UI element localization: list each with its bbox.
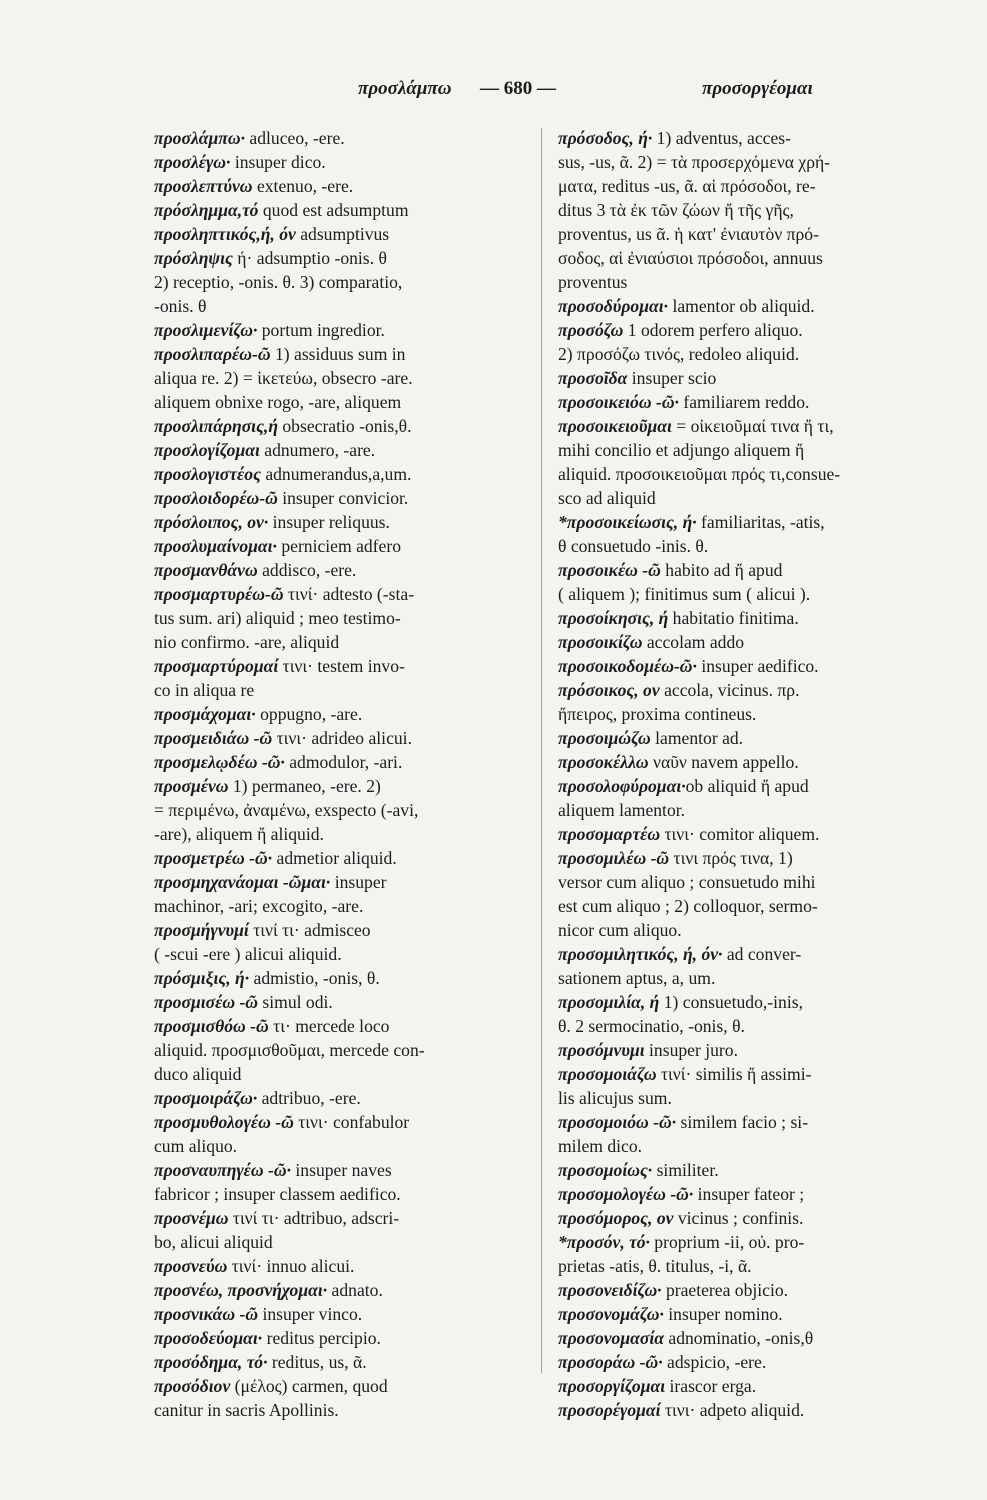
definition-text: insuper dico. <box>230 152 326 172</box>
definition-text: adnumerandus,a,um. <box>260 464 412 484</box>
definition-text: θ consuetudo -inis. θ. <box>558 536 709 556</box>
dictionary-line <box>154 606 526 630</box>
definition-text: adnominatio, -onis,θ <box>663 1328 814 1348</box>
dictionary-line <box>154 174 526 198</box>
headword: προσλάμπω· <box>154 128 246 148</box>
definition-text: addisco, -ere. <box>257 560 357 580</box>
headword: προσόδιον <box>154 1376 231 1396</box>
dictionary-line <box>558 1038 930 1062</box>
dictionary-line <box>558 1134 930 1158</box>
definition-text: portum ingredior. <box>257 320 385 340</box>
headword: προσμάχομαι· <box>154 704 256 724</box>
definition-text: insuper <box>330 872 387 892</box>
definition-text: adluceo, -ere. <box>245 128 345 148</box>
dictionary-line <box>154 822 526 846</box>
definition-text: adnumero, -are. <box>259 440 376 460</box>
definition-text: = οἰκειοῦμαί τινα ἤ τι, <box>671 416 834 436</box>
definition-text: τινι· comitor aliquem. <box>660 824 820 844</box>
definition-text: lis alicujus sum. <box>558 1088 672 1108</box>
headword: προσοίκησις, ή <box>558 608 669 628</box>
headword: πρόσλοιπος, ον· <box>154 512 269 532</box>
headword: προσλοιδορέω-ῶ <box>154 488 278 508</box>
dictionary-line <box>154 1302 526 1326</box>
dictionary-line <box>154 726 526 750</box>
column-divider <box>541 128 542 1373</box>
headword: προσοδεύομαι· <box>154 1328 263 1348</box>
definition-text: τινι· adrideo alicui. <box>272 728 412 748</box>
dictionary-line <box>558 294 930 318</box>
dictionary-line <box>154 942 526 966</box>
headword: προσμαρτυρέω-ῶ <box>154 584 284 604</box>
dictionary-line <box>154 1374 526 1398</box>
definition-text: aliqua re. 2) = ἱκετεύω, obsecro -are. <box>154 368 413 388</box>
definition-text: sus, -us, ᾶ. 2) = τὰ προσερχόμενα χρή- <box>558 152 831 172</box>
definition-text: nicor cum aliquo. <box>558 920 682 940</box>
headword: προσληπτικός,ή, όν <box>154 224 296 244</box>
definition-text: -are), aliquem ἤ aliquid. <box>154 824 324 844</box>
definition-text: 1) consuetudo,-inis, <box>659 992 803 1012</box>
dictionary-line <box>558 702 930 726</box>
headword: πρόσοδος, ή· <box>558 128 653 148</box>
dictionary-line <box>154 414 526 438</box>
headword: προσομαρτέω <box>558 824 661 844</box>
headword: προσνεύω <box>154 1256 228 1276</box>
dictionary-line <box>558 486 930 510</box>
dictionary-line <box>154 438 526 462</box>
definition-text: perniciem adfero <box>276 536 402 556</box>
definition-text: 1 odorem perfero aliquo. <box>623 320 803 340</box>
definition-text: bo, alicui aliquid <box>154 1232 273 1252</box>
definition-text: θ. 2 sermocinatio, -onis, θ. <box>558 1016 745 1036</box>
definition-text: τινι· adpeto aliquid. <box>660 1400 805 1420</box>
dictionary-line <box>558 270 930 294</box>
headword: προσλιμενίζω· <box>154 320 258 340</box>
dictionary-line <box>154 990 526 1014</box>
definition-text: fabricor ; insuper classem aedifico. <box>154 1184 401 1204</box>
headword: προσομιλητικός, ή, όν· <box>558 944 723 964</box>
definition-text: admodulor, -ari. <box>284 752 403 772</box>
dictionary-line <box>154 294 526 318</box>
dictionary-line <box>558 558 930 582</box>
dictionary-line <box>558 606 930 630</box>
definition-text: insuper fateor ; <box>693 1184 805 1204</box>
headword: προσμαρτύρομαί <box>154 656 279 676</box>
dictionary-line <box>558 774 930 798</box>
dictionary-line <box>154 486 526 510</box>
definition-text: similem facio ; si- <box>676 1112 809 1132</box>
definition-text: co in aliqua re <box>154 680 255 700</box>
dictionary-line <box>154 534 526 558</box>
dictionary-line <box>154 1014 526 1038</box>
headword: προσμήγνυμί <box>154 920 249 940</box>
definition-text: τινι· confabulor <box>293 1112 410 1132</box>
dictionary-line <box>154 1038 526 1062</box>
definition-text: lamentor ad. <box>650 728 744 748</box>
headword: προσοκέλλω <box>558 752 649 772</box>
dictionary-line <box>558 990 930 1014</box>
dictionary-line <box>154 798 526 822</box>
left-column <box>154 126 526 1422</box>
dictionary-line <box>558 366 930 390</box>
dictionary-line <box>154 318 526 342</box>
definition-text: aliquid. προσοικειοῦμαι πρός τι,consue- <box>558 464 841 484</box>
headword: προσοιμώζω <box>558 728 651 748</box>
headword: προσλέγω· <box>154 152 231 172</box>
definition-text: τινί· similis ἤ assimi- <box>656 1064 812 1084</box>
headword: προσονειδίζω· <box>558 1280 662 1300</box>
headword: προσλογιστέος <box>154 464 261 484</box>
definition-text: irascor erga. <box>665 1376 757 1396</box>
header-left-word: προσλάμπω <box>358 78 452 99</box>
headword: προσνέω, προσνήχομαι· <box>154 1280 328 1300</box>
dictionary-line <box>154 1134 526 1158</box>
definition-text: ναῦν navem appello. <box>648 752 799 772</box>
dictionary-line <box>558 222 930 246</box>
dictionary-line <box>558 918 930 942</box>
dictionary-line <box>154 846 526 870</box>
definition-text: familiarem reddo. <box>678 392 810 412</box>
definition-text: sco ad aliquid <box>558 488 656 508</box>
definition-text: versor cum aliquo ; consuetudo mihi <box>558 872 816 892</box>
headword: προσόζω <box>558 320 624 340</box>
dictionary-line <box>154 1350 526 1374</box>
dictionary-line <box>154 246 526 270</box>
headword: προσοῖδα <box>558 368 628 388</box>
dictionary-line <box>154 1278 526 1302</box>
definition-text: τινι· testem invo- <box>278 656 405 676</box>
headword: προσονομάζω· <box>558 1304 664 1324</box>
definition-text: adnato. <box>327 1280 383 1300</box>
dictionary-line <box>154 462 526 486</box>
definition-text: 2) receptio, -onis. θ. 3) comparatio, <box>154 272 403 292</box>
headword: πρόσμιξις, ή· <box>154 968 250 988</box>
definition-text: proventus <box>558 272 628 292</box>
headword: προσλογίζομαι <box>154 440 260 460</box>
dictionary-line <box>558 678 930 702</box>
headword: προσομοιόω -ῶ· <box>558 1112 677 1132</box>
dictionary-line <box>154 1254 526 1278</box>
dictionary-line <box>558 942 930 966</box>
definition-text: mihi concilio et adjungo aliquem ἤ <box>558 440 805 460</box>
dictionary-line <box>154 1182 526 1206</box>
headword: προσναυπηγέω -ῶ· <box>154 1160 292 1180</box>
definition-text: aliquem obnixe rogo, -are, aliquem <box>154 392 402 412</box>
dictionary-line <box>558 1278 930 1302</box>
dictionary-line <box>154 270 526 294</box>
definition-text: 2) προσόζω τινός, redoleo aliquid. <box>558 344 800 364</box>
headword: προσνέμω <box>154 1208 229 1228</box>
headword: προσόμορος, ον <box>558 1208 674 1228</box>
headword: προσοικειοῦμαι <box>558 416 672 436</box>
dictionary-line <box>558 390 930 414</box>
headword: πρόσλημμα,τό <box>154 200 259 220</box>
definition-text: habito ad ἤ apud <box>660 560 783 580</box>
dictionary-line <box>154 1158 526 1182</box>
definition-text: obsecratio -onis,θ. <box>277 416 412 436</box>
dictionary-line <box>558 1014 930 1038</box>
definition-text: τινί· innuo alicui. <box>227 1256 355 1276</box>
definition-text: insuper juro. <box>644 1040 738 1060</box>
headword: πρόσληψις <box>154 248 233 268</box>
definition-text: ( aliquem ); finitimus sum ( alicui ). <box>558 584 811 604</box>
headword: προσόμνυμι <box>558 1040 645 1060</box>
definition-text: accolam addo <box>642 632 745 652</box>
dictionary-line <box>558 966 930 990</box>
definition-text: = περιμένω, ἀναμένω, exspecto (-avi, <box>154 800 419 820</box>
definition-text: admistio, -onis, θ. <box>249 968 380 988</box>
headword: προσοικοδομέω-ῶ· <box>558 656 697 676</box>
dictionary-line <box>558 1326 930 1350</box>
headword: προσνικάω -ῶ <box>154 1304 259 1324</box>
header-right-word: προσοργέομαι <box>702 78 813 99</box>
headword: προσμειδιάω -ῶ <box>154 728 273 748</box>
definition-text: adsumptivus <box>295 224 390 244</box>
dictionary-line <box>558 1110 930 1134</box>
dictionary-line <box>154 390 526 414</box>
dictionary-line <box>154 894 526 918</box>
dictionary-line <box>154 150 526 174</box>
definition-text: adtribuo, -ere. <box>257 1088 361 1108</box>
dictionary-line <box>558 750 930 774</box>
dictionary-line <box>558 1374 930 1398</box>
dictionary-line <box>558 822 930 846</box>
definition-text: duco aliquid <box>154 1064 242 1084</box>
definition-text: τινί τι· adtribuo, adscri- <box>228 1208 400 1228</box>
definition-text: insuper aedifico. <box>696 656 819 676</box>
dictionary-line <box>558 342 930 366</box>
definition-text: 1) assiduus sum in <box>270 344 406 364</box>
definition-text: simul odi. <box>258 992 333 1012</box>
definition-text: insuper naves <box>291 1160 392 1180</box>
headword: προσομολογέω -ῶ· <box>558 1184 694 1204</box>
dictionary-line <box>154 870 526 894</box>
headword: προσμελῳδέω -ῶ· <box>154 752 285 772</box>
definition-text: -onis. θ <box>154 296 207 316</box>
definition-text: (μέλος) carmen, quod <box>230 1376 388 1396</box>
definition-text: insuper scio <box>627 368 717 388</box>
dictionary-line <box>154 750 526 774</box>
dictionary-line <box>558 534 930 558</box>
dictionary-line <box>154 678 526 702</box>
dictionary-line <box>558 1254 930 1278</box>
dictionary-line <box>154 342 526 366</box>
dictionary-line <box>558 726 930 750</box>
definition-text: accola, vicinus. πρ. <box>659 680 800 700</box>
dictionary-line <box>154 966 526 990</box>
dictionary-line <box>558 1062 930 1086</box>
definition-text: vicinus ; confinis. <box>673 1208 804 1228</box>
definition-text: quod est adsumptum <box>258 200 409 220</box>
definition-text: nio confirmo. -are, aliquid <box>154 632 340 652</box>
definition-text: τινι πρός τινα, 1) <box>669 848 793 868</box>
definition-text: adspicio, -ere. <box>662 1352 767 1372</box>
dictionary-line <box>154 126 526 150</box>
dictionary-line <box>558 438 930 462</box>
dictionary-line <box>558 798 930 822</box>
dictionary-line <box>154 222 526 246</box>
headword: *προσόν, τό· <box>558 1232 650 1252</box>
definition-text: habitatio finitima. <box>668 608 799 628</box>
definition-text: tus sum. ari) aliquid ; meo testimo- <box>154 608 401 628</box>
headword: προσμισθόω -ῶ <box>154 1016 269 1036</box>
dictionary-line <box>154 1230 526 1254</box>
dictionary-line <box>558 462 930 486</box>
definition-text: ή· adsumptio -onis. θ <box>232 248 387 268</box>
headword: προσοργίζομαι <box>558 1376 666 1396</box>
running-header <box>0 68 987 108</box>
dictionary-line <box>558 414 930 438</box>
dictionary-line <box>154 198 526 222</box>
definition-text: proprium -ii, οὐ. pro- <box>649 1232 805 1252</box>
dictionary-line <box>558 654 930 678</box>
headword: προσμένω <box>154 776 229 796</box>
definition-text: insuper nomino. <box>663 1304 783 1324</box>
definition-text: aliquem lamentor. <box>558 800 686 820</box>
dictionary-line <box>154 1398 526 1422</box>
definition-text: 1) permaneo, -ere. 2) <box>228 776 381 796</box>
definition-text: reditus, us, ᾶ. <box>267 1352 367 1372</box>
dictionary-line <box>154 366 526 390</box>
right-column <box>558 126 930 1422</box>
dictionary-line <box>154 582 526 606</box>
definition-text: proventus, us ᾶ. ἡ κατ' ἐνιαυτὸν πρό- <box>558 224 819 244</box>
definition-text: milem dico. <box>558 1136 643 1156</box>
dictionary-line <box>154 1326 526 1350</box>
headword: προσοικειόω -ῶ· <box>558 392 679 412</box>
definition-text: est cum aliquo ; 2) colloquor, sermo- <box>558 896 818 916</box>
headword: προσομοίως· <box>558 1160 653 1180</box>
headword: προσλιπάρησις,ή <box>154 416 278 436</box>
dictionary-line <box>154 1086 526 1110</box>
definition-text: reditus percipio. <box>262 1328 381 1348</box>
headword: προσορέγομαί <box>558 1400 661 1420</box>
headword: προσλυμαίνομαι· <box>154 536 277 556</box>
definition-text: prietas -atis, θ. titulus, -i, ᾶ. <box>558 1256 752 1276</box>
definition-text: sationem aptus, a, um. <box>558 968 716 988</box>
page-number: — 680 — <box>480 78 556 99</box>
definition-text: τινί· adtesto (-sta- <box>283 584 415 604</box>
dictionary-line <box>154 1062 526 1086</box>
definition-text: insuper reliquus. <box>268 512 390 532</box>
definition-text: canitur in sacris Apollinis. <box>154 1400 339 1420</box>
definition-text: 1) adventus, acces- <box>652 128 791 148</box>
definition-text: aliquid. προσμισθοῦμαι, mercede con- <box>154 1040 425 1060</box>
headword: προσομιλία, ή <box>558 992 660 1012</box>
headword: προσομιλέω -ῶ <box>558 848 670 868</box>
headword: προσμετρέω -ῶ· <box>154 848 273 868</box>
definition-text: ditus 3 τὰ ἐκ τῶν ζώων ἤ τῆς γῆς, <box>558 200 794 220</box>
dictionary-line <box>558 1206 930 1230</box>
dictionary-line <box>154 1110 526 1134</box>
dictionary-line <box>558 174 930 198</box>
headword: προσμοιράζω· <box>154 1088 258 1108</box>
dictionary-line <box>558 1350 930 1374</box>
definition-text: ob aliquid ἤ apud <box>685 776 809 796</box>
headword: προσμισέω -ῶ <box>154 992 259 1012</box>
headword: προσοδύρομαι· <box>558 296 669 316</box>
headword: προσόδημα, τό· <box>154 1352 268 1372</box>
dictionary-line <box>558 198 930 222</box>
definition-text: admetior aliquid. <box>272 848 397 868</box>
definition-text: extenuo, -ere. <box>252 176 354 196</box>
headword: προσοικίζω <box>558 632 643 652</box>
definition-text: ad conver- <box>722 944 802 964</box>
definition-text: machinor, -ari; excogito, -are. <box>154 896 364 916</box>
headword: προσοράω -ῶ· <box>558 1352 663 1372</box>
dictionary-line <box>558 150 930 174</box>
dictionary-line <box>558 126 930 150</box>
dictionary-line <box>558 246 930 270</box>
dictionary-line <box>558 1230 930 1254</box>
dictionary-line <box>558 510 930 534</box>
dictionary-line <box>558 318 930 342</box>
dictionary-line <box>154 774 526 798</box>
dictionary-line <box>154 918 526 942</box>
dictionary-line <box>558 1086 930 1110</box>
definition-text: cum aliquo. <box>154 1136 238 1156</box>
dictionary-line <box>558 1182 930 1206</box>
dictionary-line <box>558 582 930 606</box>
dictionary-line <box>154 654 526 678</box>
definition-text: insuper convicior. <box>277 488 409 508</box>
dictionary-line <box>558 846 930 870</box>
definition-text: ἤπειρος, proxima contineus. <box>558 704 757 724</box>
dictionary-line <box>558 1398 930 1422</box>
definition-text: σοδος, αἱ ἐνιαύσιοι πρόσοδοι, annuus <box>558 248 823 268</box>
dictionary-line <box>154 510 526 534</box>
dictionary-line <box>558 1302 930 1326</box>
definition-text: τινί τι· admisceo <box>248 920 371 940</box>
headword: προσλεπτύνω <box>154 176 253 196</box>
headword: προσοικέω -ῶ <box>558 560 661 580</box>
dictionary-line <box>558 894 930 918</box>
definition-text: ( -scui -ere ) alicui aliquid. <box>154 944 342 964</box>
headword: προσλιπαρέω-ῶ <box>154 344 271 364</box>
definition-text: insuper vinco. <box>258 1304 363 1324</box>
definition-text: similiter. <box>652 1160 719 1180</box>
definition-text: ματα, reditus -us, ᾶ. αἱ πρόσοδοι, re- <box>558 176 816 196</box>
definition-text: lamentor ob aliquid. <box>668 296 815 316</box>
headword: προσμυθολογέω -ῶ <box>154 1112 294 1132</box>
dictionary-line <box>154 558 526 582</box>
dictionary-line <box>558 1158 930 1182</box>
headword: προσονομασία <box>558 1328 664 1348</box>
headword: προσμηχανάομαι -ῶμαι· <box>154 872 331 892</box>
headword: προσομοιάζω <box>558 1064 657 1084</box>
definition-text: familiaritas, -atis, <box>696 512 825 532</box>
definition-text: praeterea objicio. <box>661 1280 789 1300</box>
definition-text: τι· mercede loco <box>268 1016 390 1036</box>
headword: προσμανθάνω <box>154 560 258 580</box>
definition-text: oppugno, -are. <box>255 704 363 724</box>
dictionary-line <box>558 630 930 654</box>
headword: *προσοικείωσις, ή· <box>558 512 697 532</box>
headword: πρόσοικος, ον <box>558 680 660 700</box>
dictionary-line <box>558 870 930 894</box>
dictionary-line <box>154 630 526 654</box>
dictionary-line <box>154 1206 526 1230</box>
headword: προσολοφύρομαι· <box>558 776 686 796</box>
dictionary-line <box>154 702 526 726</box>
